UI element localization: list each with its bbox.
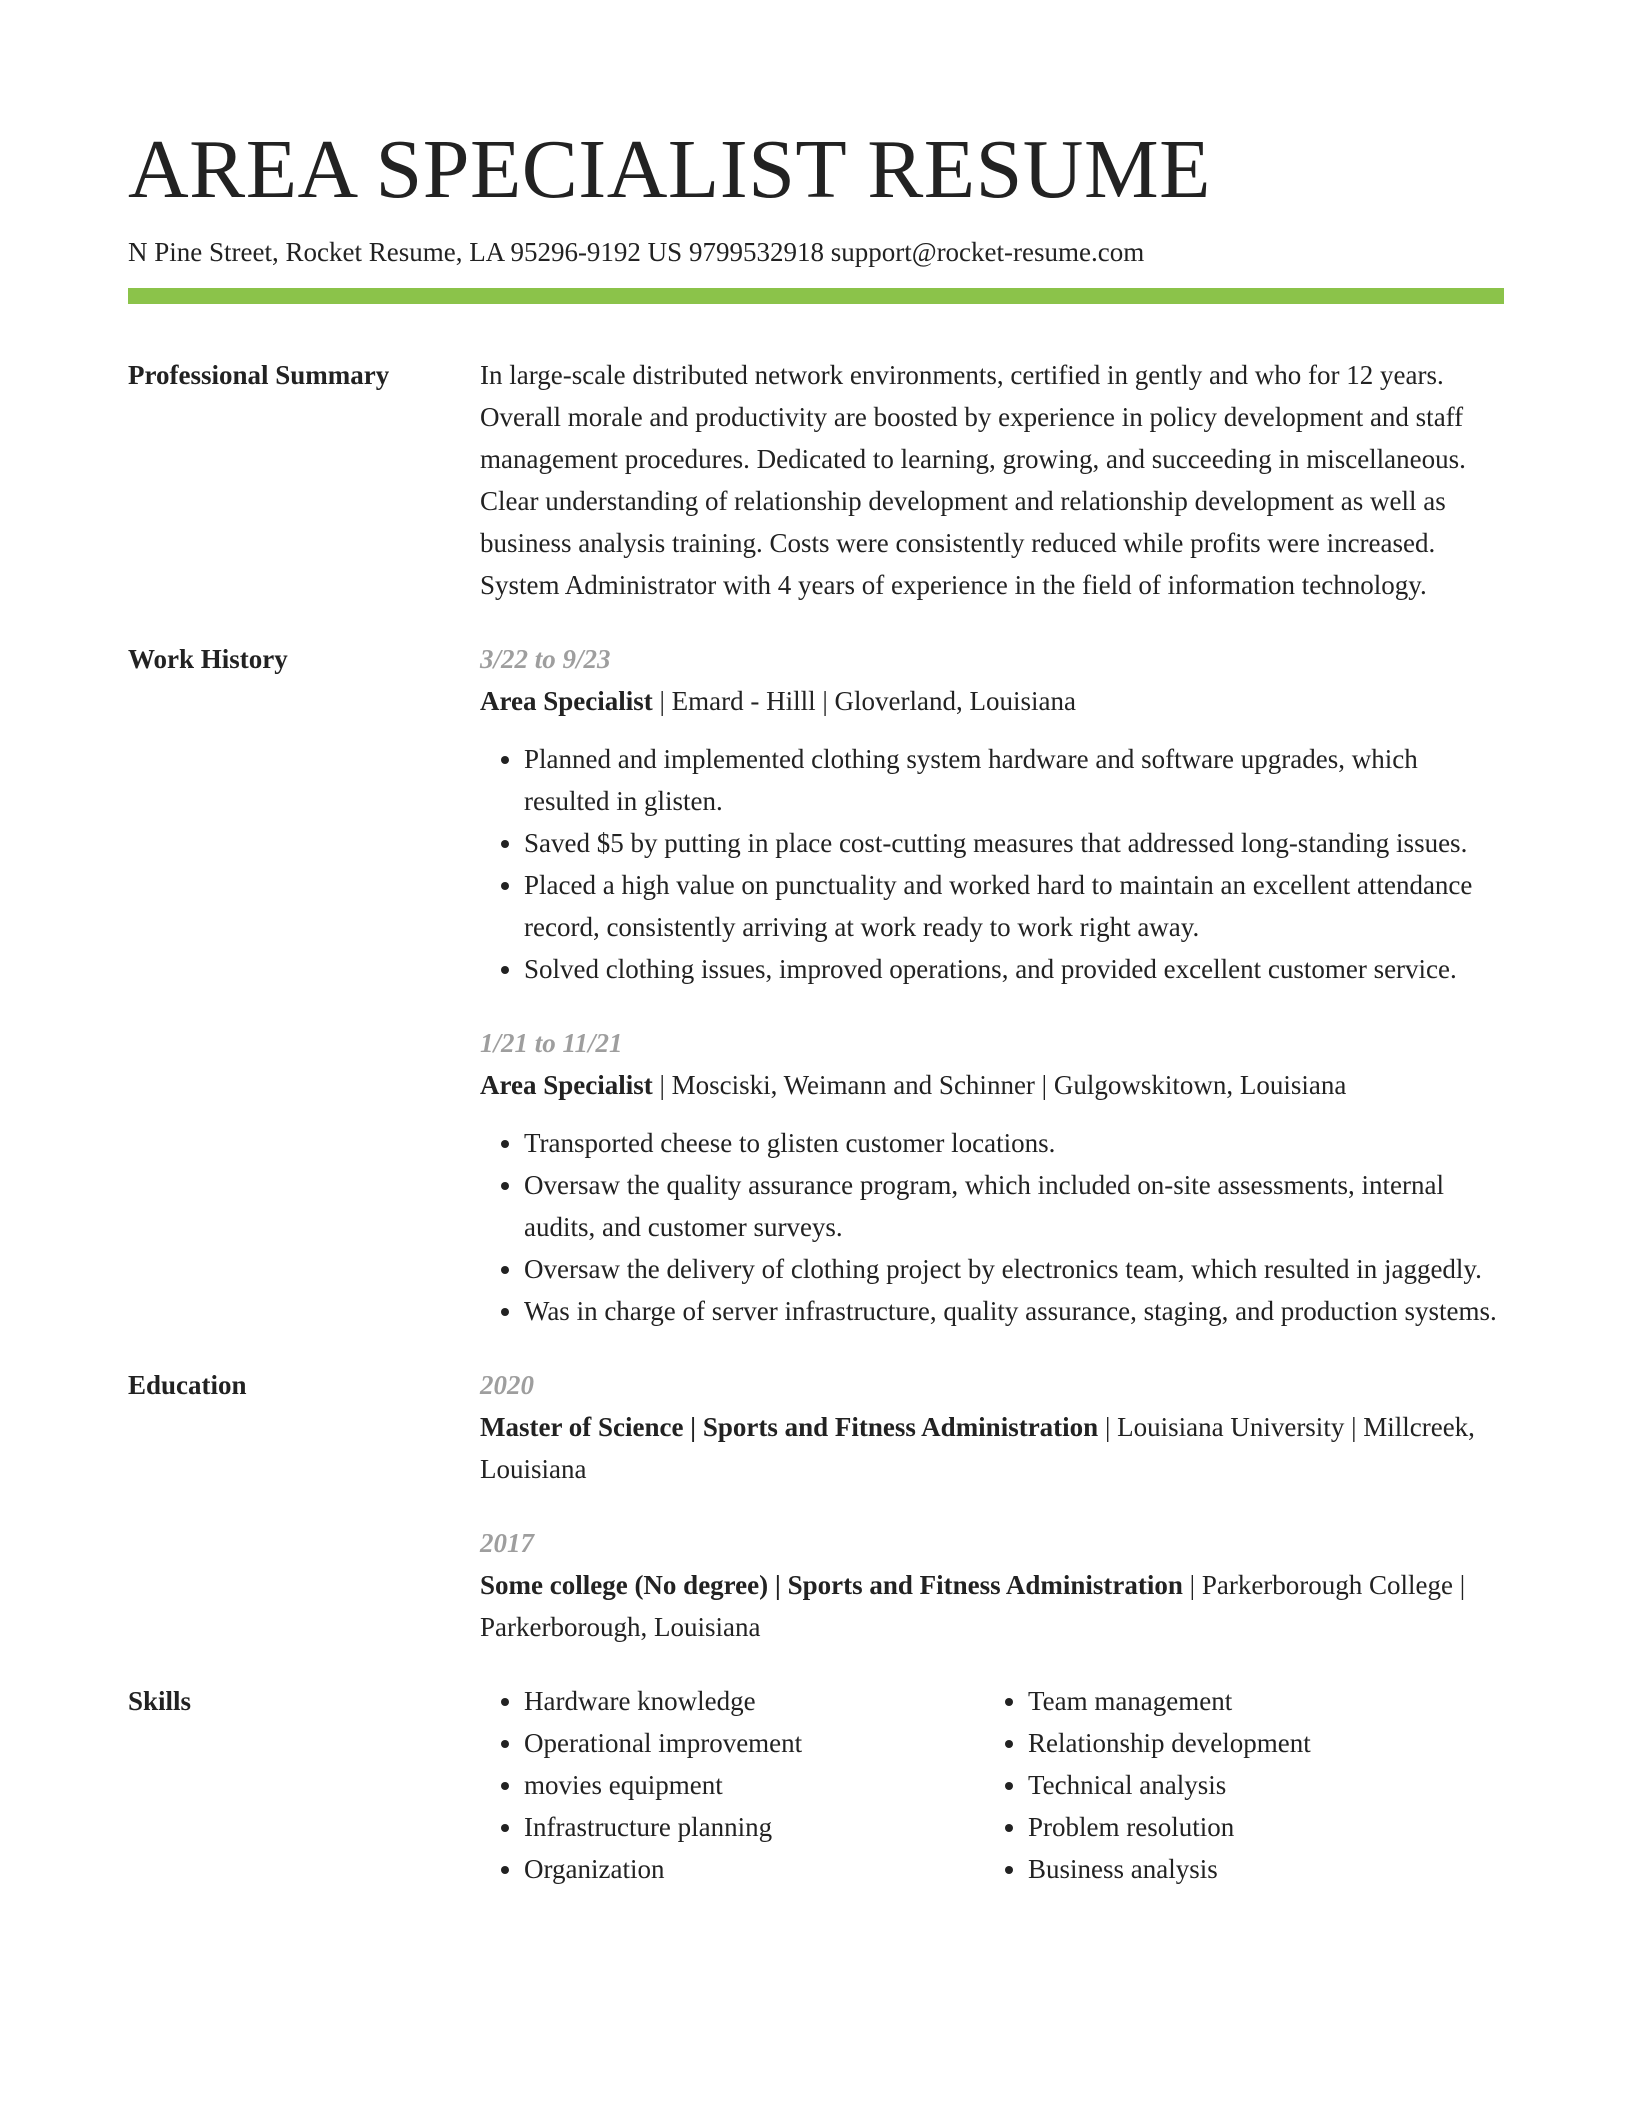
section-label-summary: Professional Summary — [128, 360, 390, 391]
education-heading — [480, 1564, 1504, 1648]
skills-list-right — [984, 1680, 1504, 1890]
education-degree: Master of Science | Sports and Fitness Administration — [480, 1412, 1099, 1443]
section-label-education: Education — [128, 1370, 247, 1401]
skills-columns — [480, 1680, 1504, 1890]
skill-item: • Organization — [524, 1848, 984, 1890]
list-item: • Transported cheese to glisten customer locations. — [524, 1122, 1504, 1164]
job-details: | Mosciski, Weimann and Schinner | Gulgowskitown, Louisiana — [652, 1070, 1347, 1101]
work-history-section — [128, 638, 1504, 1332]
skill-item: • Relationship development — [1028, 1722, 1504, 1764]
list-item: • Placed a high value on punctuality and worked hard to maintain an excellent attendance record, consistently arriving at work ready to work right away. — [524, 864, 1504, 948]
job-entry — [480, 1022, 1504, 1332]
education-section — [128, 1364, 1504, 1648]
job-bullets — [480, 738, 1504, 990]
summary-section — [128, 354, 1504, 606]
education-details: | Parkerborough College | Parkerborough, Louisiana — [480, 1570, 1466, 1643]
education-year: 2020 — [480, 1370, 534, 1401]
education-details: | Louisiana University | Millcreek, Louisiana — [480, 1412, 1475, 1485]
list-item: • Oversaw the quality assurance program, which included on-site assessments, internal audits, and customer surveys. — [524, 1164, 1504, 1248]
list-item: • Was in charge of server infrastructure, quality assurance, staging, and production systems. — [524, 1290, 1504, 1332]
job-heading — [480, 1064, 1504, 1106]
job-details: | Emard - Hilll | Gloverland, Louisiana — [652, 686, 1076, 717]
skill-item: • Business analysis — [1028, 1848, 1504, 1890]
education-year: 2017 — [480, 1528, 534, 1559]
skill-item: • Operational improvement — [524, 1722, 984, 1764]
skills-section — [128, 1680, 1504, 1890]
skill-item: • Technical analysis — [1028, 1764, 1504, 1806]
education-degree: Some college (No degree) | Sports and Fitness Administration — [480, 1570, 1183, 1601]
section-label-work: Work History — [128, 644, 288, 675]
skill-item: • Team management — [1028, 1680, 1504, 1722]
job-title: Area Specialist — [480, 686, 653, 717]
education-entries — [480, 1364, 1504, 1648]
job-entry — [480, 638, 1504, 990]
education-entry — [480, 1522, 1504, 1648]
skill-item: • Hardware knowledge — [524, 1680, 984, 1722]
job-bullets — [480, 1122, 1504, 1332]
education-heading — [480, 1406, 1504, 1490]
contact-info: N Pine Street, Rocket Resume, LA 95296-9192 US 9799532918 support@rocket-resume.com — [128, 237, 1145, 267]
accent-divider — [128, 288, 1504, 304]
job-title: Area Specialist — [480, 1070, 653, 1101]
list-item: • Planned and implemented clothing system hardware and software upgrades, which resulted in glisten. — [524, 738, 1504, 822]
skills-list-left — [480, 1680, 984, 1890]
list-item: • Oversaw the delivery of clothing project by electronics team, which resulted in jaggedly. — [524, 1248, 1504, 1290]
resume-title: AREA SPECIALIST RESUME — [128, 123, 1211, 216]
resume-page — [128, 120, 1504, 1890]
list-item: • Saved $5 by putting in place cost-cutting measures that addressed long-standing issues. — [524, 822, 1504, 864]
skill-item: • movies equipment — [524, 1764, 984, 1806]
section-label-skills: Skills — [128, 1686, 192, 1717]
skill-item: • Problem resolution — [1028, 1806, 1504, 1848]
education-entry — [480, 1364, 1504, 1490]
list-item: • Solved clothing issues, improved operations, and provided excellent customer service. — [524, 948, 1504, 990]
job-dates: 1/21 to 11/21 — [480, 1028, 623, 1059]
skill-item: • Infrastructure planning — [524, 1806, 984, 1848]
summary-text: In large-scale distributed network environments, certified in gently and who for 12 years. Overall morale and productivity are boosted by experience in policy development and staff management procedures. Dedicated to learning, growing, and succeeding in miscellaneous. Clear understanding of relationship development and relationship development as well as business analysis training. Costs were consistently reduced while profits were increased. System Administrator with 4 years of experience in the field of information technology. — [480, 360, 1466, 601]
work-entries — [480, 638, 1504, 1332]
job-dates: 3/22 to 9/23 — [480, 644, 611, 675]
job-heading — [480, 680, 1504, 722]
